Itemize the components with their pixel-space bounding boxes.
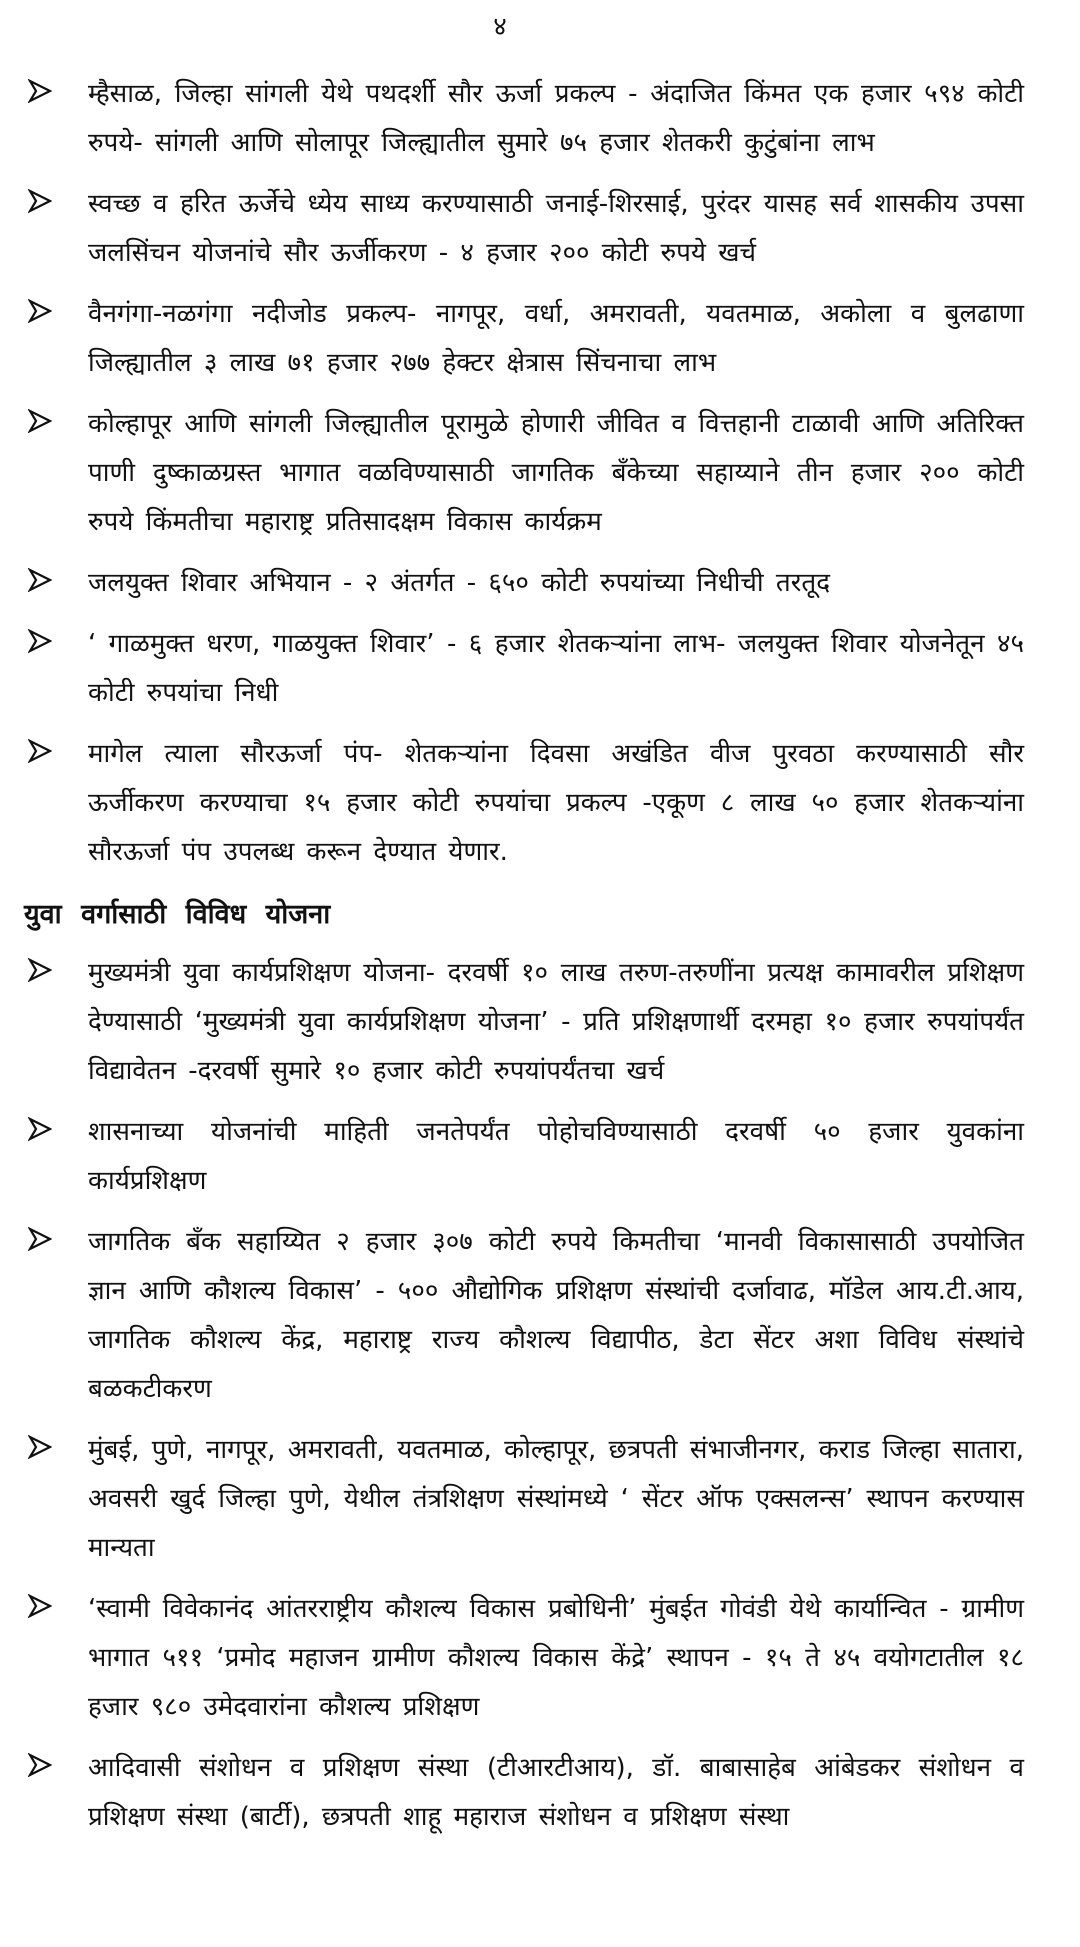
arrowhead-bullet-icon [28,79,52,103]
list-item [24,1426,1024,1573]
list-item-text: आदिवासी संशोधन व प्रशिक्षण संस्था (टीआरटीआय), डॉ. बाबासाहेब आंबेडकर संशोधन व प्रशिक्षण संस्था (बार्टी), छत्रपती शाहू महाराज संशोधन व प्रशिक्षण संस्था [88,1753,1024,1832]
list-item-text: शासनाच्या योजनांची माहिती जनतेपर्यंत पोहोचविण्यासाठी दरवर्षी ५० हजार युवकांना कार्यप्रशिक्षण [88,1117,1024,1196]
list-item [24,949,1024,1096]
page-number: ४ [493,12,507,42]
list-item-text: मुख्यमंत्री युवा कार्यप्रशिक्षण योजना- दरवर्षी १० लाख तरुण-तरुणींना प्रत्यक्ष कामावरील प्रशिक्षण देण्यासाठी ‘मुख्यमंत्री युवा कार्यप्रशिक्षण योजना’ - प्रति प्रशिक्षणार्थी दरमहा १० हजार रुपयांपर्यंत विद्यावेतन -दरवर्षी सुमारे १० हजार कोटी रुपयांपर्यंतचा खर्च [88,958,1024,1086]
list-item-text: मागेल त्याला सौरऊर्जा पंप- शेतकऱ्यांना दिवसा अखंडित वीज पुरवठा करण्यासाठी सौर ऊर्जीकरण करण्याचा १५ हजार कोटी रुपयांचा प्रकल्प -एकूण ८ लाख ५० हजार शेतकऱ्यांना सौरऊर्जा पंप उपलब्ध करून देण्यात येणार. [88,739,1024,867]
arrowhead-bullet-icon [28,299,52,323]
list-item [24,290,1024,388]
list-item [24,1108,1024,1206]
bullet-list-top [24,70,1024,877]
arrowhead-bullet-icon [28,189,52,213]
list-item [24,730,1024,877]
list-item-text: मुंबई, पुणे, नागपूर, अमरावती, यवतमाळ, कोल्हापूर, छत्रपती संभाजीनगर, कराड जिल्हा सातारा, अवसरी खुर्द जिल्हा पुणे, येथील तंत्रशिक्षण संस्थांमध्ये ‘ सेंटर ऑफ एक्सलन्स’ स्थापन करण्यास मान्यता [88,1435,1024,1563]
list-item [24,620,1024,718]
bullet-list-youth [24,949,1024,1842]
list-item-text: ‘ गाळमुक्त धरण, गाळयुक्त शिवार’ - ६ हजार शेतकऱ्यांना लाभ- जलयुक्त शिवार योजनेतून ४५ कोटी रुपयांचा निधी [88,629,1024,708]
list-item [24,1585,1024,1732]
arrowhead-bullet-icon [28,568,52,592]
list-item [24,559,1024,608]
list-item [24,1218,1024,1414]
list-item-text: जलयुक्त शिवार अभियान - २ अंतर्गत - ६५० कोटी रुपयांच्या निधीची तरतूद [88,568,831,598]
arrowhead-bullet-icon [28,1227,52,1251]
arrowhead-bullet-icon [28,1594,52,1618]
arrowhead-bullet-icon [28,1435,52,1459]
arrowhead-bullet-icon [28,1753,52,1777]
list-item-text: कोल्हापूर आणि सांगली जिल्ह्यातील पूरामुळे होणारी जीवित व वित्तहानी टाळावी आणि अतिरिक्त पाणी दुष्काळग्रस्त भागात वळविण्यासाठी जागतिक बँकेच्या सहाय्याने तीन हजार २०० कोटी रुपये किंमतीचा महाराष्ट्र प्रतिसादक्षम विकास कार्यक्रम [88,409,1024,537]
list-item [24,180,1024,278]
section-heading: युवा वर्गासाठी विविध योजना [24,899,331,930]
arrowhead-bullet-icon [28,958,52,982]
arrowhead-bullet-icon [28,1117,52,1141]
list-item-text: स्वच्छ व हरित ऊर्जेचे ध्येय साध्य करण्यासाठी जनाई-शिरसाई, पुरंदर यासह सर्व शासकीय उपसा जलसिंचन योजनांचे सौर ऊर्जीकरण - ४ हजार २०० कोटी रुपये खर्च [88,189,1024,268]
list-item-text: म्हैसाळ, जिल्हा सांगली येथे पथदर्शी सौर ऊर्जा प्रकल्प - अंदाजित किंमत एक हजार ५९४ कोटी रुपये- सांगली आणि सोलापूर जिल्ह्यातील सुमारे ७५ हजार शेतकरी कुटुंबांना लाभ [88,79,1024,158]
document-body [24,70,1024,1854]
arrowhead-bullet-icon [28,409,52,433]
list-item [24,400,1024,547]
arrowhead-bullet-icon [28,629,52,653]
list-item-text: ‘स्वामी विवेकानंद आंतरराष्ट्रीय कौशल्य विकास प्रबोधिनी’ मुंबईत गोवंडी येथे कार्यान्वित - ग्रामीण भागात ५११ ‘प्रमोद महाजन ग्रामीण कौशल्य विकास केंद्रे’ स्थापन - १५ ते ४५ वयोगटातील १८ हजार ९८० उमेदवारांना कौशल्य प्रशिक्षण [88,1594,1024,1722]
list-item-text: जागतिक बँक सहाय्यित २ हजार ३०७ कोटी रुपये किमतीचा ‘मानवी विकासासाठी उपयोजित ज्ञान आणि कौशल्य विकास’ - ५०० औद्योगिक प्रशिक्षण संस्थांची दर्जावाढ, मॉडेल आय.टी.आय, जागतिक कौशल्य केंद्र, महाराष्ट्र राज्य कौशल्य विद्यापीठ, डेटा सेंटर अशा विविध संस्थांचे बळकटीकरण [88,1227,1024,1404]
arrowhead-bullet-icon [28,739,52,763]
list-item [24,1744,1024,1842]
list-item-text: वैनगंगा-नळगंगा नदीजोड प्रकल्प- नागपूर, वर्धा, अमरावती, यवतमाळ, अकोला व बुलढाणा जिल्ह्यातील ३ लाख ७१ हजार २७७ हेक्टर क्षेत्रास सिंचनाचा लाभ [88,299,1024,378]
list-item [24,70,1024,168]
